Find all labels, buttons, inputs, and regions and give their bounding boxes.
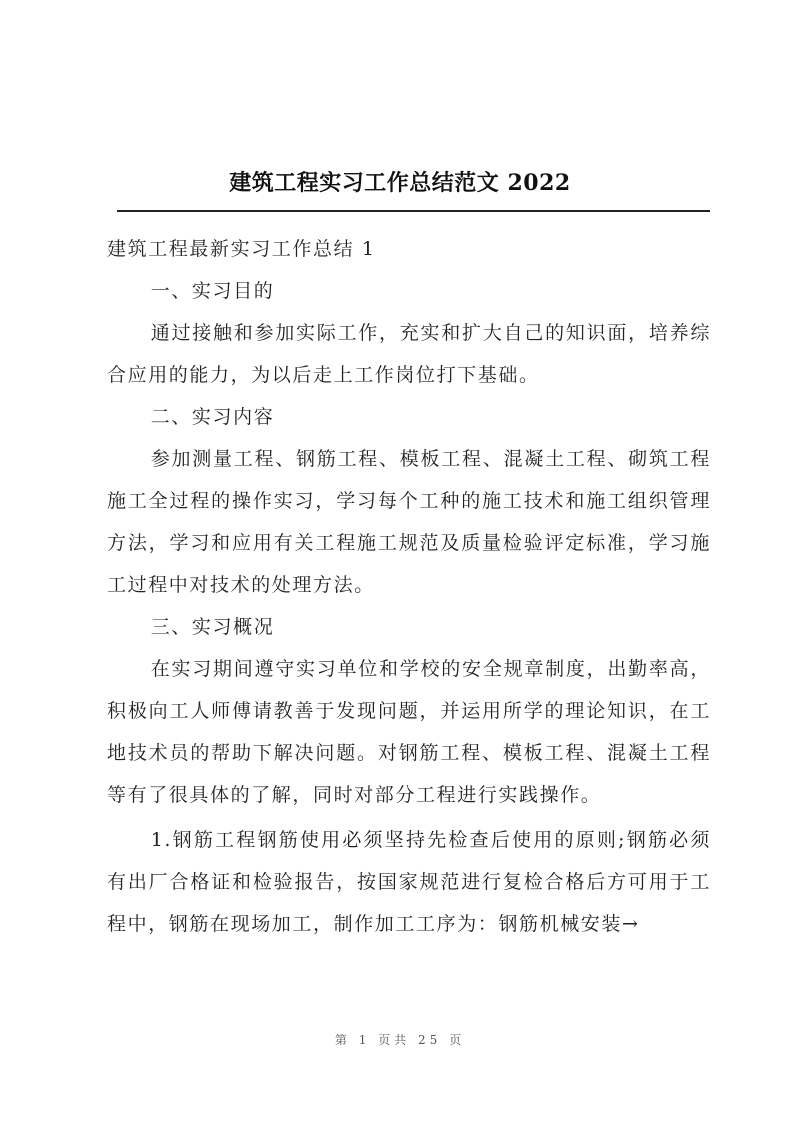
document-title: 建筑工程实习工作总结范文 2022	[229, 170, 571, 196]
paragraph-purpose: 通过接触和参加实际工作，充实和扩大自己的知识面，培养综合应用的能力，为以后走上工作岗位打下基础。	[107, 322, 711, 386]
title-divider	[117, 210, 710, 212]
paragraph-overview: 在实习期间遵守实习单位和学校的安全规章制度，出勤率高，积极向工人师傅请教善于发现问题，并运用所学的理论知识，在工地技术员的帮助下解决问题。对钢筋工程、模板工程、混凝土工程等有了很具体的了解，同时对部分工程进行实践操作。	[107, 658, 711, 806]
document-body	[107, 228, 711, 945]
subheading-content: 二、实习内容	[150, 406, 275, 428]
subheading-purpose: 一、实习目的	[150, 280, 275, 302]
paragraph-rebar: 1.钢筋工程钢筋使用必须坚持先检查后使用的原则;钢筋必须有出厂合格证和检验报告，按国家规范进行复检合格后方可用于工程中，钢筋在现场加工，制作加工工序为：钢筋机械安装→	[107, 829, 711, 935]
paragraph-content: 参加测量工程、钢筋工程、模板工程、混凝土工程、砌筑工程施工全过程的操作实习，学习每个工种的施工技术和施工组织管理方法，学习和应用有关工程施工规范及质量检验评定标准，学习施工过程中对技术的处理方法。	[107, 448, 711, 596]
page-number: 第 1 页共 25 页	[334, 1033, 466, 1047]
section-heading: 建筑工程最新实习工作总结 1	[107, 238, 376, 260]
subheading-overview: 三、实习概况	[150, 616, 275, 638]
